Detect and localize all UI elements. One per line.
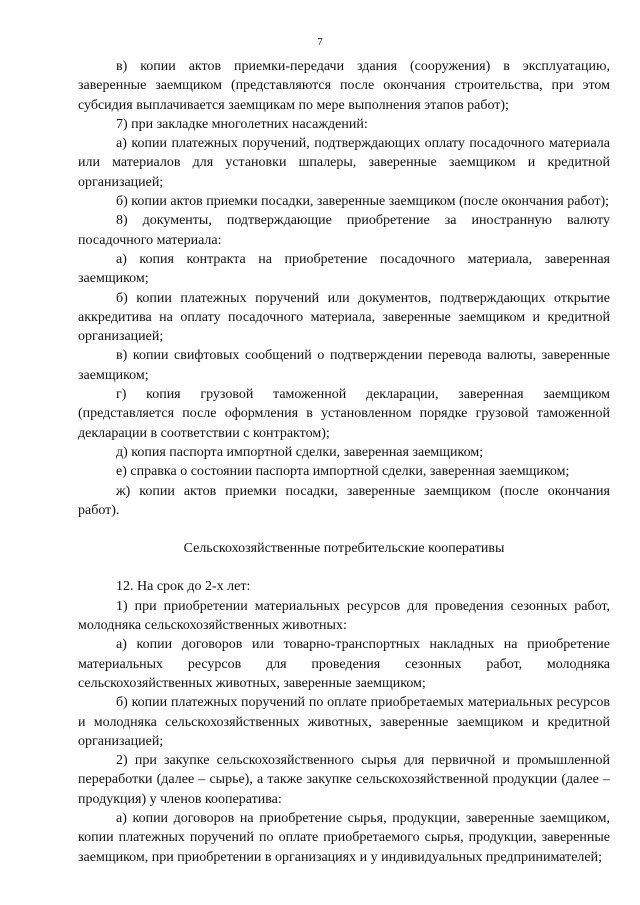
paragraph: е) справка о состоянии паспорта импортной сделки, заверенная заемщиком; [116, 464, 570, 480]
paragraph: б) копии платежных поручений по оплате приобретаемых материальных ресурсов и молодняка сельскохозяйственных животных, заверенные заемщиком и кредитной организацией; [78, 695, 610, 749]
paragraph: ж) копии актов приемки посадки, заверенные заемщиком (после окончания работ). [78, 483, 610, 518]
paragraph: а) копии договоров или товарно-транспортных накладных на приобретение материальных ресурсов для проведения сезонных работ, молодняка сельскохозяйственных животных, заверенные заемщиком; [78, 637, 610, 691]
paragraph: д) копия паспорта импортной сделки, заверенная заемщиком; [116, 444, 484, 460]
paragraph: 12. На срок до 2-х лет: [116, 579, 251, 595]
paragraph: г) копия грузовой таможенной декларации, заверенная заемщиком (представляется после оформления в установленном порядке грузовой таможенной декларации в соответствии с контрактом); [78, 387, 610, 441]
section-heading: Сельскохозяйственные потребительские кооперативы [183, 541, 505, 557]
paragraph: 1) при приобретении материальных ресурсов для проведения сезонных работ, молодняка сельскохозяйственных животных: [78, 598, 610, 634]
page-number: 7 [317, 36, 323, 48]
document-body [78, 57, 610, 867]
paragraph: б) копии актов приемки посадки, заверенные заемщиком (после окончания работ); [116, 194, 610, 210]
paragraph: в) копии свифтовых сообщений о подтверждении перевода валюты, заверенные заемщиком; [78, 348, 610, 383]
paragraph: а) копии платежных поручений, подтверждающих оплату посадочного материала или материалов для установки шпалеры, заверенные заемщиком и кредитной организацией; [78, 136, 610, 190]
paragraph: в) копии актов приемки-передачи здания (сооружения) в эксплуатацию, заверенные заемщиком (представляются после окончания строительства, при этом субсидия выплачивается заемщикам по мере выполнения этапов работ); [78, 59, 610, 113]
paragraph: 8) документы, подтверждающие приобретение за иностранную валюту посадочного материала: [78, 213, 610, 248]
paragraph: б) копии платежных поручений или документов, подтверждающих открытие аккредитива на оплату посадочного материала, заверенные заемщиком и кредитной организацией; [78, 290, 610, 345]
paragraph: а) копии договоров на приобретение сырья, продукции, заверенные заемщиком, копии платежных поручений по оплате приобретаемого сырья, продукции, заверенные заемщиком, при приобретении в организациях и у индивидуальных предпринимателей; [78, 810, 610, 865]
paragraph: 2) при закупке сельскохозяйственного сырья для первичной и промышленной переработки (далее – сырье), а также закупке сельскохозяйственной продукции (далее – продукция) у членов кооператива: [78, 753, 610, 807]
paragraph: а) копия контракта на приобретение посадочного материала, заверенная заемщиком; [78, 251, 610, 287]
paragraph: 7) при закладке многолетних насаждений: [116, 116, 368, 132]
